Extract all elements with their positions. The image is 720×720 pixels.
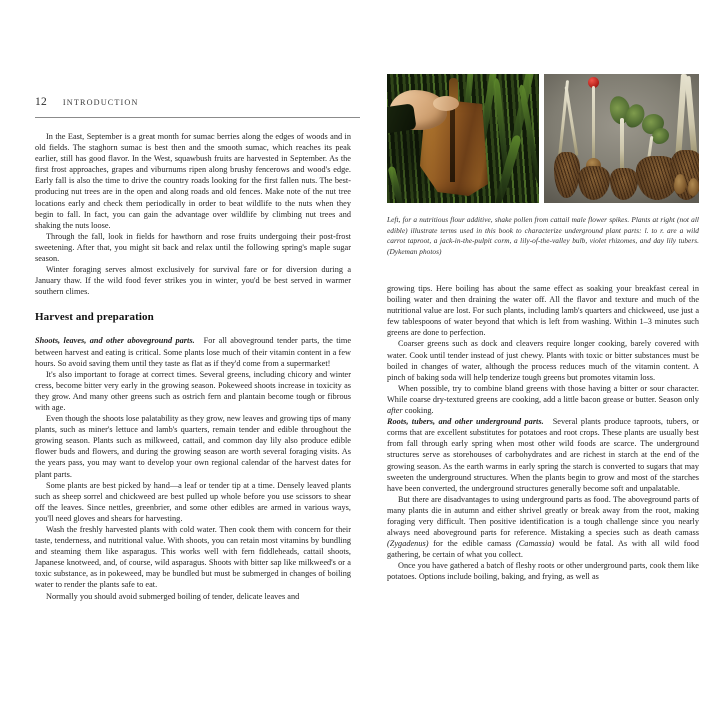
runin-heading: Shoots, leaves, and other aboveground parts.: [35, 336, 195, 346]
photo-caption: Left, for a nutritious flour additive, shake pollen from cattail male flower spikes. Plants at right (not all edible) illustrate terms used in this book to characterize underground plant parts: l. to r. are a wild carrot taproot, a jack-in-the-pulpit corm, a lily-of-the-valley bulb, violet rhizomes, and day lily tubers. (Dykeman photos): [387, 215, 699, 256]
camass-text-before: But there are disadvantages to using underground parts as food. The aboveground parts of many plants die in autumn and either shrivel greatly or break away from the root, making foraging very difficult. Then positive identification is a tough challenge since you nearly always need aboveground parts for reference. Mistaking a species such as death camass: [387, 494, 699, 538]
paragraph-camass: [387, 494, 699, 561]
paragraph: It's also important to forage at correct times. Several greens, including chicory and winter cress, become bitter very early in the growing season. Pokeweed shoots increase in toxicity as they grow. And many other greens such as ostrich fern and plantain become tough or fibrous with age.: [35, 369, 351, 412]
paragraph: Once you have gathered a batch of fleshy roots or other underground parts, cook them like potatoes. Options include boiling, baking, and frying, as well as: [387, 561, 699, 582]
camass-text-middle: for the edible camass: [428, 539, 517, 549]
paragraph: Normally you should avoid submerged boiling of tender, delicate leaves and: [46, 591, 300, 601]
paragraph: growing tips. Here boiling has about the same effect as soaking your breakfast cereal in boiling water and then draining the water off. All the flavor and texture and much of the nutritional value are lost. For such plants, including lamb's quarters and chickweed, use just a few tablespoons of water beyond that which is left from washing. Within 1–3 minutes such greens are done to perfection.: [387, 284, 699, 338]
header-divider-rule: [35, 117, 365, 118]
text-after-emphasis: cooking.: [402, 406, 434, 416]
paragraph: Wash the freshly harvested plants with cold water. Then cook them with concern for their taste, tenderness, and nutritional value. With shoots, you can retain most vitamins by bundling and steaming them like asparagus. This works well with fern fiddleheads, cattail shoots, Japanese knotweed, and, of course, wild asparagus. Shoots with bitter sap like milkweed's or a toxic substance, as in pokeweed, may be bundled but must be submerged in changes of boiling water to render the plants safe to eat.: [35, 525, 351, 590]
paragraph: Winter foraging serves almost exclusively for survival fare or for diversion during a January thaw. If the wild food fever strikes you in winter, you'd be best served in warmer southern climes.: [35, 265, 351, 297]
running-head: [35, 96, 365, 112]
photo-row: [387, 74, 699, 203]
cattail-pollen-photo: [387, 74, 539, 203]
recto-text-column: [387, 283, 699, 583]
paragraph: Some plants are best picked by hand—a leaf or tender tip at a time. Densely leaved plants such as sheep sorrel and chickweed are best pulled up whole before you use scissors to shear off the leaves. Since nettles, greenbrier, and some other edibles are armed in various ways, you'll need gloves and shears for harvesting.: [35, 480, 351, 523]
runin-paragraph: [387, 416, 699, 494]
recto-page: [360, 0, 720, 720]
paragraph: Even though the shoots lose palatability as they grow, new leaves and growing tips of many plants, such as miner's lettuce and lamb's quarters, remain tender and edible throughout the growing season. Plants such as milkweed, cattail, and common day lily also produce edible flower buds and flowers, and during the growing season are worth several foraging visits. As the years pass, you may want to develop your own regional calendar of the harvest dates for plant parts.: [35, 414, 351, 479]
running-head-title: INTRODUCTION: [62, 98, 139, 107]
runin-heading: Roots, tubers, and other underground parts.: [387, 417, 544, 427]
emphasis-after: after: [387, 406, 403, 416]
verso-text-column: [35, 131, 351, 602]
runin-paragraph: [35, 335, 351, 368]
text-before-emphasis: When possible, try to combine bland greens with those having a bitter or sour character. While coarse dry-textured greens are cooking, add a little bacon grease or butter. Season only: [387, 383, 699, 404]
paragraph: Coarser greens such as dock and cleavers require longer cooking, barely covered with water. Cook until tender instead of just chewy. Plants with toxic or bitter substances must be boiled in changes of water, although the process reduces much of the vitamin content. A pinch of baking soda will help tenderize tough greens but promotes vitamin loss.: [387, 339, 699, 382]
genus-zygadenus: (Zygadenus): [387, 539, 429, 549]
runin-body: Several plants produce taproots, tubers, or corms that are excellent substitutes for potatoes and root crops. These plants are usually best from fall through early spring when most other wild foods are scarce. The underground structures serve as storehouses of carbohydrates and are richest in starch at the end of the growing season. As the earth warms in early spring the starch is converted to sugars that may sweeten the underground structures. When the plants begin to grow and most of the starches have been converted, the underground structures generally become soft and unpalatable.: [387, 417, 699, 493]
section-heading: Harvest and preparation: [35, 311, 154, 324]
genus-camassia: (Camassia): [516, 539, 555, 549]
page-number: 12: [35, 96, 47, 108]
taproot: [554, 152, 580, 198]
paragraph: In the East, September is a great month for sumac berries along the edges of woods and in old fields. The staghorn sumac is best then and the smooth sumac, which reaches its peak earlier, still has good flavor. In the West, squawbush fruits are harvested in September. As the first frost approaches, grapes and viburnums ripen along brushy fencerows and wood's edge. Early fall is also the time to drive the country roads looking for the first fallen nuts. The best-producing nut trees are in the open and along roads and old fences. Make note of the nut tree locations early and check them periodically in order to beat wildlife to the nuts when they begin to fall. In fact, you can gain the advantage over wildlife by climbing nut trees and shaking the nuts loose.: [35, 132, 351, 230]
bulb: [610, 168, 638, 200]
camass-text-after: would be fatal. As with all wild food gathering, be certain of what you collect.: [387, 539, 700, 560]
runin-body: For all aboveground tender parts, the time between harvest and eating is critical. Some plants lose much of their vitamin content in a few hours. So avoid saving them until they taste as flat as if they'd come from a supermarket!: [35, 336, 352, 368]
paragraph-season-after: [387, 383, 699, 416]
paragraph: Through the fall, look in fields for hawthorn and rose fruits undergoing their post-frost sweetening. After that, you might sit back and relax until the following spring's maple sugar season.: [35, 231, 351, 264]
underground-parts-photo: [544, 74, 699, 203]
